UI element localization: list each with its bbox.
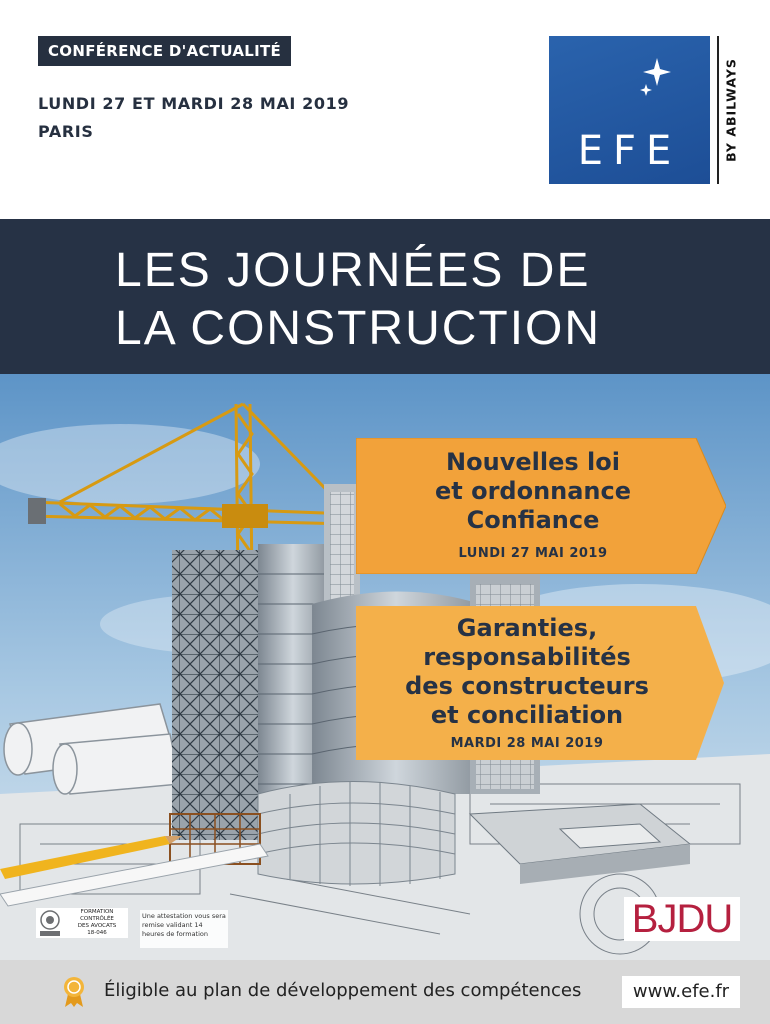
eligibility-text: Éligible au plan de développement des compétences	[104, 980, 582, 1001]
session-2-line: des constructeurs	[405, 672, 649, 700]
bjdu-logo	[624, 897, 740, 941]
conference-badge: CONFÉRENCE D'ACTUALITÉ	[38, 36, 291, 66]
dates-line: LUNDI 27 ET MARDI 28 MAI 2019	[38, 94, 350, 113]
city: PARIS	[38, 122, 94, 141]
attestation-note: Une attestation vous sera remise validant 14 heures de formation	[140, 910, 228, 948]
session-2-line: Garanties,	[456, 614, 598, 642]
seal-icon	[36, 908, 64, 938]
logo-text: EFE	[577, 128, 682, 174]
efe-logo	[549, 36, 710, 184]
session-1-line: Nouvelles loi	[446, 448, 620, 476]
cert-line: DES AVOCATS	[77, 923, 117, 929]
medal-icon	[62, 976, 86, 1008]
website-link[interactable]: www.efe.fr	[632, 981, 730, 1002]
abilways-logo	[717, 36, 742, 184]
event-dates	[38, 90, 349, 146]
session-2-date: MARDI 28 MAI 2019	[450, 736, 604, 751]
session-1-date: LUNDI 27 MAI 2019	[458, 546, 608, 561]
cert-text	[66, 909, 128, 937]
abilways-text: BY ABILWAYS	[723, 58, 738, 162]
session-1-line: Confiance	[466, 506, 600, 534]
title-line-2: LA CONSTRUCTION	[115, 302, 602, 355]
bjdu-text: BJDU	[631, 897, 733, 941]
website-box	[622, 976, 740, 1008]
page-title	[115, 242, 601, 358]
session-2-title	[342, 614, 712, 730]
cert-line: CONTRÔLÉE	[80, 916, 114, 922]
title-line-1: LES JOURNÉES DE	[115, 244, 591, 297]
session-arrow-1	[356, 438, 726, 574]
session-2-line: et conciliation	[430, 701, 624, 729]
cert-line: 18-046	[87, 930, 107, 936]
session-arrow-2	[356, 606, 726, 760]
session-1-title	[348, 448, 718, 535]
session-1-line: et ordonnance	[434, 477, 632, 505]
session-2-line: responsabilités	[423, 643, 631, 671]
certification-mark	[36, 908, 128, 938]
cert-line: FORMATION	[80, 909, 114, 915]
